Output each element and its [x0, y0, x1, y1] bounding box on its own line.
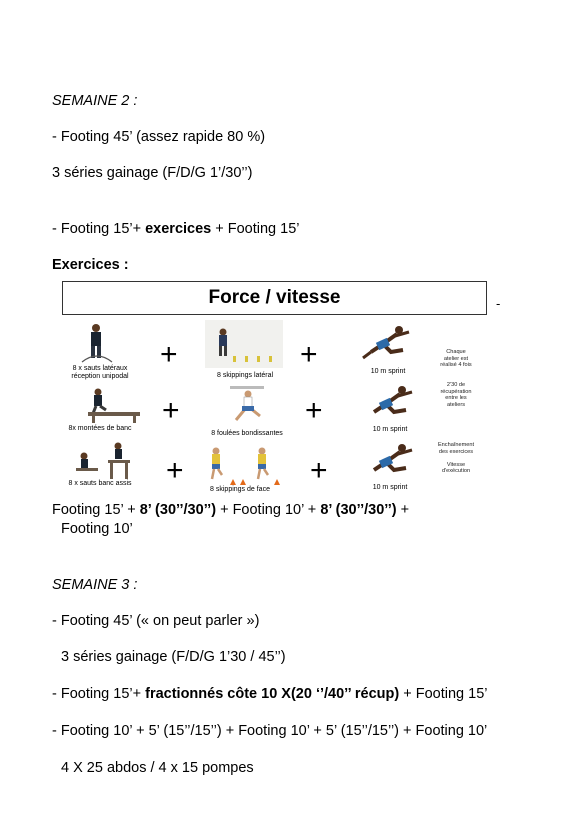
- s2-line-exercices: [52, 220, 300, 238]
- footline-part-a: Footing 15’ +: [52, 502, 140, 518]
- note-enchainement: Enchaînement des exercices Vitesse d'exécution: [437, 442, 475, 474]
- step-up-bench-figure: [78, 386, 146, 424]
- s2-l3-bold: exercices: [145, 221, 212, 237]
- footline-continuation: Footing 10’: [61, 521, 133, 537]
- s3-line-footing45: - Footing 45’ (« on peut parler »): [52, 613, 260, 629]
- lateral-skipping-figure: [205, 320, 283, 368]
- note-atelier: Chaque atelier est réalisé 4 fois: [440, 349, 472, 368]
- caption-montees-banc: 8x montées de banc: [68, 425, 132, 432]
- footline-bold-2: 8’ (30’’/30’’): [320, 502, 397, 518]
- plus-sign: +: [162, 394, 180, 427]
- caption-sauts-lateraux: 8 x sauts latéraux réception unipodal: [71, 365, 129, 380]
- caption-sprint: 10 m sprint: [372, 426, 408, 433]
- seated-bench-jump-figure: [72, 442, 136, 482]
- semaine2-title: SEMAINE 2 :: [52, 93, 138, 109]
- caption-sprint: 10 m sprint: [370, 368, 406, 375]
- sprinter-figure: [357, 322, 417, 364]
- caption-foulees-bondissantes: 8 foulées bondissantes: [211, 430, 283, 437]
- bounding-strides-figure: [222, 384, 272, 430]
- s2-line-footing45: - Footing 45’ (assez rapide 80 %): [52, 129, 266, 145]
- s2-l3-part3: + Footing 15’: [211, 221, 300, 237]
- s3-l3-part1: - Footing 15’+: [52, 686, 146, 702]
- caption-sauts-banc-assis: 8 x sauts banc assis: [68, 480, 132, 487]
- footline-part-c: + Footing 10’ +: [216, 502, 321, 518]
- note-recuperation: 2'30 de récupération entre les ateliers: [440, 382, 472, 408]
- semaine3-title: SEMAINE 3 :: [52, 577, 138, 593]
- banner-title: Force / vitesse: [208, 287, 341, 308]
- plus-sign: +: [310, 454, 328, 487]
- sprinter-figure: [360, 382, 420, 424]
- footing-interval-line: [52, 501, 409, 519]
- plus-sign: +: [160, 338, 178, 371]
- s2-line-gainage: 3 séries gainage (F/D/G 1’/30’’): [52, 165, 253, 181]
- front-skipping-figure: [200, 445, 284, 487]
- s3-line-fractionnes: [52, 685, 488, 703]
- s2-l3-part1: - Footing 15’+: [52, 221, 146, 237]
- s3-line-abdos-pompes: 4 X 25 abdos / 4 x 15 pompes: [61, 760, 254, 776]
- footline-bold-1: 8’ (30’’/30’’): [139, 502, 217, 518]
- force-vitesse-banner: [62, 281, 487, 315]
- plus-sign: +: [305, 394, 323, 427]
- footline-part-e: +: [396, 502, 410, 518]
- caption-skippings-de-face: 8 skippings de face: [210, 486, 270, 493]
- plus-sign: +: [166, 454, 184, 487]
- sprinter-figure: [360, 440, 420, 482]
- s3-l3-part3: + Footing 15’: [399, 686, 488, 702]
- caption-skippings-lateral: 8 skippings latéral: [216, 372, 274, 379]
- exercices-heading: Exercices :: [52, 257, 129, 273]
- s3-l3-bold: fractionnés côte 10 X(20 ‘’/40’’ récup): [145, 686, 400, 702]
- s3-line-gainage: 3 séries gainage (F/D/G 1’30 / 45’’): [61, 649, 286, 665]
- plus-sign: +: [300, 338, 318, 371]
- s3-line-footing-intervals: - Footing 10’ + 5’ (15’’/15’’) + Footing 10’ + 5’ (15’’/15’’) + Footing 10’: [52, 723, 488, 739]
- caption-sprint: 10 m sprint: [372, 484, 408, 491]
- lateral-jump-figure: [72, 322, 122, 364]
- banner-dash: -: [496, 296, 501, 311]
